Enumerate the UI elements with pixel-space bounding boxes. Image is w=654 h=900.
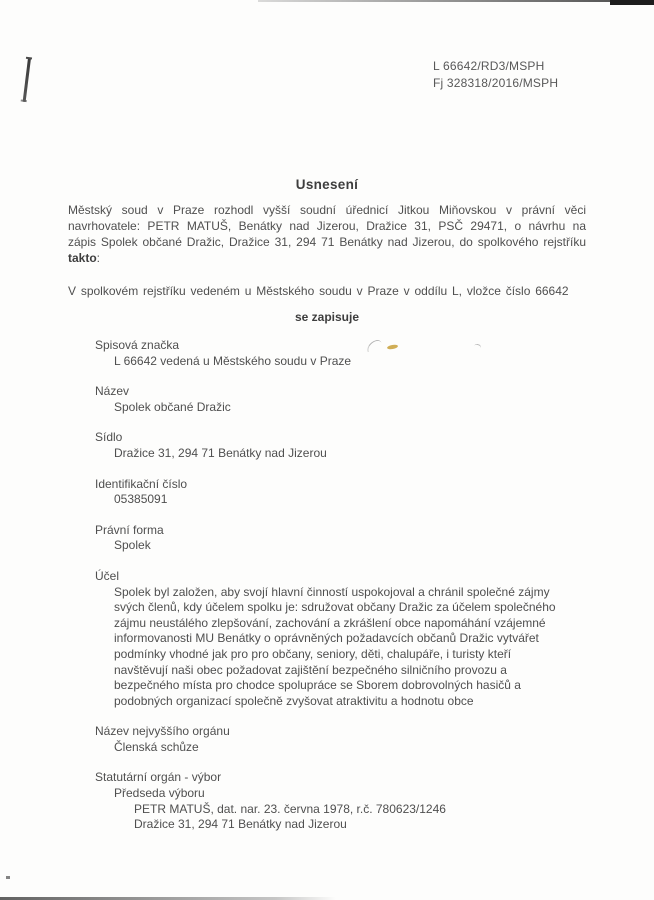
section-legal-form [95,523,586,554]
statutory-role: Předseda výboru [114,786,205,801]
section-file-number [95,338,586,369]
pen-stroke-artifact [23,58,31,102]
intro-colon: : [96,251,101,265]
filing-reference: Fj 328318/2016/MSPH [433,75,559,90]
section-label: Statutární orgán - výbor [95,770,222,785]
section-label: Identifikační číslo [95,476,188,491]
intro-text: Městský soud v Praze rozhodl vyšší soudní úřednicí Jitkou Miňovskou v právní věci navrhovatele: PETR MATUŠ, Benátky nad Jizerou, Dražice 31, PSČ 29471, o návrhu na zápis Spolek občané Dražic, Dražice 31, 294 71 Benátky nad Jizerou, do spolkového rejstříku [68,203,586,249]
document-body [68,177,586,848]
reference-numbers [433,58,558,91]
section-value: Spolek byl založen, aby svojí hlavní činností uspokojoval a chránil společné zájmy svých členů, kdy účelem spolku je: sdružovat občany Dražic za účelem společného zájmu neustálého zlepšování, zachování a zkrášlení obce napomáhání vzájemné informovanosti MU Benátky o oprávněných požadavcích občanů Dražic vytvářet podmínky vhodné jak pro pro občany, seniory, děti, chalupáře, i turisty kteří navštěvují naši obec požadovat zajištění bezpečného silničního provozu a bezpečného místa pro chodce spolupráce se Sborem dobrovolných hasičů a podobných organizací společně zvyšovat atraktivitu a hodnotu obce [114,584,556,708]
registry-paragraph: V spolkovém rejstříku vedeném u Městského soudu v Praze v oddílu L, vložce číslo 66642 [68,284,569,298]
scan-artifact-top-edge [258,0,654,2]
intro-paragraph [68,202,586,266]
section-label: Název [95,384,130,399]
intro-bold-word: takto [68,251,97,265]
section-value: Členská schůze [114,739,199,754]
section-value: Spolek [114,538,151,553]
section-label: Účel [95,568,120,583]
section-value: Spolek občané Dražic [114,399,231,414]
section-label: Spisová značka [95,338,180,352]
section-value: L 66642 vedená u Městského soudu v Praze [114,353,352,368]
section-label: Sídlo [95,430,123,445]
statutory-person-address: Dražice 31, 294 71 Benátky nad Jizerou [134,817,347,832]
se-zapisuje-heading: se zapisuje [294,310,360,324]
section-label: Název nejvyššího orgánu [95,724,230,739]
section-name [95,384,586,415]
section-value: 05385091 [114,492,168,507]
document-title: Usnesení [295,177,359,192]
scan-speck-artifact [6,876,10,879]
statutory-person-name: PETR MATUŠ, dat. nar. 23. června 1978, r.č. 780623/1246 [134,801,446,816]
scan-artifact-top-right-corner [610,0,654,5]
case-reference: L 66642/RD3/MSPH [433,59,545,73]
section-statutory-body [95,770,586,832]
section-supreme-body [95,724,586,755]
section-purpose [95,569,586,709]
section-identification-number [95,477,586,508]
section-value: Dražice 31, 294 71 Benátky nad Jizerou [114,445,327,460]
section-seat [95,430,586,461]
section-label: Právní forma [95,522,164,537]
